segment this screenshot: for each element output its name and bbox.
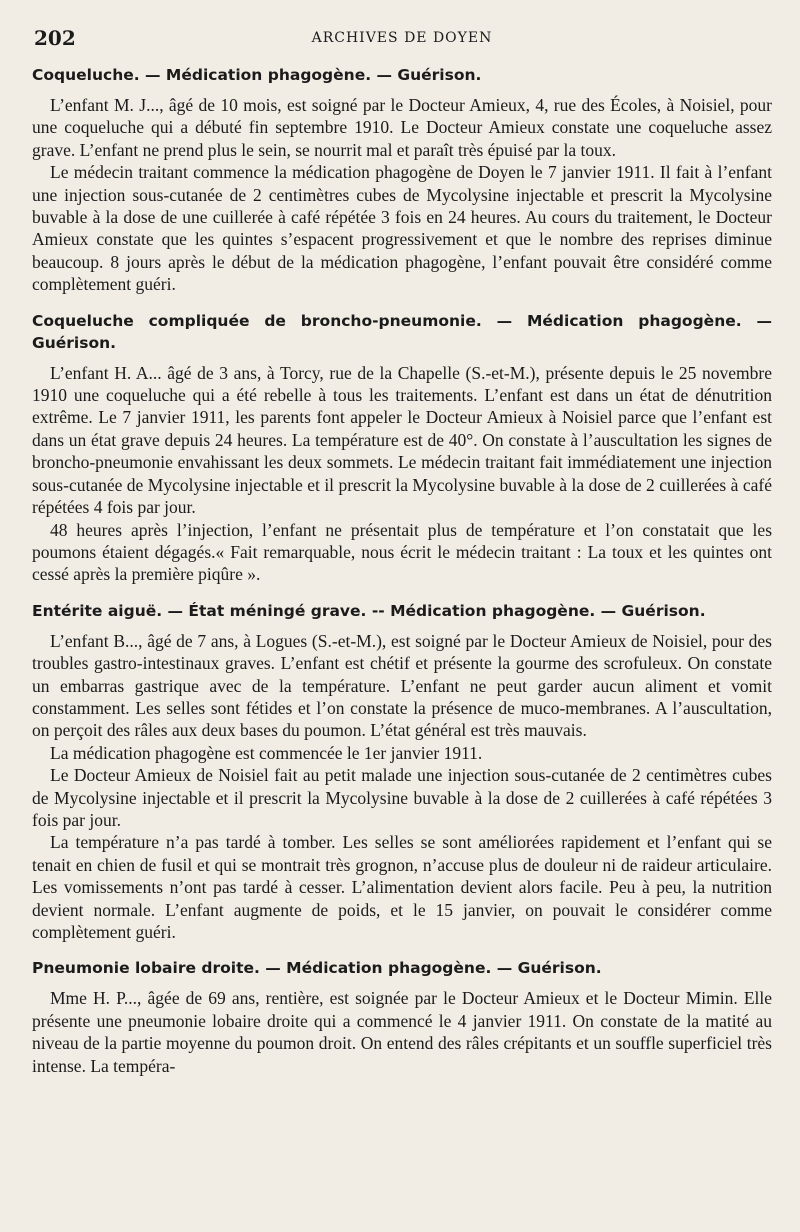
section-pneumonie-lobaire	[32, 957, 772, 1077]
paragraph: 48 heures après l’injection, l’enfant ne présentait plus de température et l’on constatait que les poumons étaient dégagés.« Fait remarquable, nous écrit le médecin traitant : La toux et les quintes ont cessé après la première piqûre ».	[32, 519, 772, 585]
journal-title: ARCHIVES DE DOYEN	[311, 30, 493, 46]
paragraph: L’enfant B..., âgé de 7 ans, à Logues (S.-et-M.), est soigné par le Docteur Amieux de Noisiel, pour des troubles gastro-intestinaux graves. L’enfant est chétif et présente la gourme des scrofuleux. On constate un embarras gastrique avec de la température. L’enfant ne peut garder aucun aliment et vomit constamment. Les selles sont fétides et l’on constate la présence de muco-membranes. A l’auscultation, on perçoit des râles aux deux bases du poumon. L’état général est très mauvais.	[32, 630, 772, 741]
paragraph: La médication phagogène est commencée le 1er janvier 1911.	[50, 742, 483, 763]
section-heading: Coqueluche compliquée de broncho-pneumonie. — Médication phagogène. — Guérison.	[32, 311, 772, 352]
page-number: 202	[34, 26, 76, 50]
paragraph: Le médecin traitant commence la médication phagogène de Doyen le 7 janvier 1911. Il fait à l’enfant une injection sous-cutanée de 2 centimètres cubes de Mycolysine injectable et prescrit la Mycolysine buvable à la dose de une cuillerée à café répétée 3 fois en 24 heures. Au cours du traitement, le Docteur Amieux constate que les quintes s’espacent progressivement et que le nombre des reprises diminue beaucoup. 8 jours après le début de la médication phagogène, l’enfant pouvait être considéré comme complètement guéri.	[32, 162, 772, 295]
paragraph: Mme H. P..., âgée de 69 ans, rentière, est soignée par le Docteur Amieux et le Docteur Mimin. Elle présente une pneumonie lobaire droite qui a commencé le 4 janvier 1911. On constate de la matité au niveau de la partie moyenne du poumon droit. On entend des râles crépitants et un souffle superficiel très intense. La tempéra-	[32, 988, 772, 1076]
section-enterite-aigue	[32, 600, 772, 944]
paragraph: Le Docteur Amieux de Noisiel fait au petit malade une injection sous-cutanée de 2 centimètres cubes de Mycolysine injectable et il prescrit la Mycolysine buvable à la dose de 2 cuillerées à café répétées 3 fois par jour.	[32, 765, 772, 830]
paragraph: L’enfant M. J..., âgé de 10 mois, est soigné par le Docteur Amieux, 4, rue des Écoles, à Noisiel, pour une coqueluche qui a débuté fin septembre 1910. Le Docteur Amieux constate une coqueluche assez grave. L’enfant ne prend plus le sein, se nourrit mal et paraît très épuisé par la toux.	[32, 95, 772, 160]
section-coqueluche-broncho-pneumonie	[32, 310, 772, 586]
paragraph: La température n’a pas tardé à tomber. Les selles se sont améliorées rapidement et l’enfant qui se tenait en chien de fusil et qui se montrait très grognon, n’accuse plus de douleur ni de raideur articulaire. Les vomissements n’ont pas tardé à cesser. L’alimentation devient alors facile. Peu à peu, la nutrition devient normale. L’enfant augmente de poids, et le 15 janvier, on pouvait le considérer comme complètement guéri.	[32, 832, 772, 942]
section-coqueluche	[32, 64, 772, 296]
running-header	[32, 22, 772, 56]
paragraph: L’enfant H. A... âgé de 3 ans, à Torcy, rue de la Chapelle (S.-et-M.), présente depuis le 25 novembre 1910 une coqueluche qui a été rebelle à tous les traitements. L’enfant est dans un état de dénutrition extrême. Le 7 janvier 1911, les parents font appeler le Docteur Amieux à Noisiel parce que l’enfant est dans un état grave depuis 24 heures. La température est de 40°. On constate à l’auscultation les signes de broncho-pneumonie envahissant les deux sommets. Le médecin traitant fait immédiatement une injection sous-cutanée de Mycolysine injectable et il prescrit la Mycolysine buvable à la dose de 2 cuillerées à café répétées 4 fois par jour.	[32, 362, 772, 518]
section-heading: Pneumonie lobaire droite. — Médication phagogène. — Guérison.	[32, 959, 602, 978]
section-heading: Coqueluche. — Médication phagogène. — Guérison.	[32, 66, 482, 84]
section-heading: Entérite aiguë. — État méningé grave. -- Médication phagogène. — Guérison.	[32, 601, 706, 620]
